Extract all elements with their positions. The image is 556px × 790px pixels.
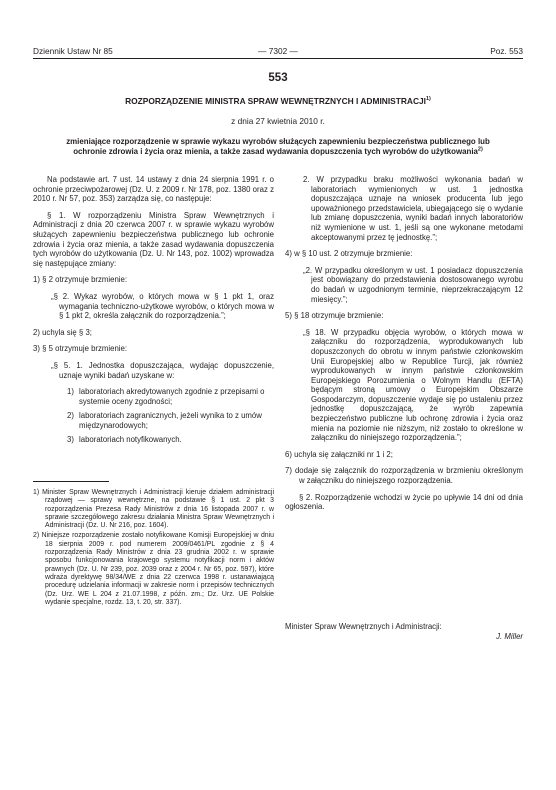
amendment-item-3: 3) § 5 otrzymuje brzmienie: (33, 344, 128, 354)
left-column (33, 175, 274, 450)
position-number: Poz. 553 (490, 46, 523, 56)
journal-name: Dziennik Ustaw Nr 85 (33, 46, 113, 56)
amendment-item-2: 2) uchyla się § 3; (33, 327, 92, 337)
signatory-role: Minister Spraw Wewnętrznych i Administracji: (285, 622, 442, 631)
sub-item (33, 411, 274, 430)
right-column (285, 175, 523, 519)
subject-footnote-ref: 2) (477, 146, 483, 153)
act-number: 553 (268, 72, 288, 84)
amendment-item-4: 4) w § 10 ust. 2 otrzymuje brzmienie: (285, 249, 413, 259)
paragraph-final: § 2. Rozporządzenie wchodzi w życie po upływie 14 dni od dnia ogłoszenia. (285, 492, 523, 512)
act-subject (60, 137, 496, 157)
amendment-item-7: 7) dodaje się załącznik do rozporządzenia w brzmieniu określonym w załączniku do niniejszego rozporządzenia. (285, 466, 523, 486)
paragraph-2-text: 2. W przypadku braku możliwości wykonania badań w laboratoriach wymienionych w ust. 1 jednostka dopuszczająca uznaje na wniosek producenta lub jego upoważnionego przedstawiciela, ubiegającego się o wydanie lub zmianę dopuszczenia, wyniki badań innych laboratoriów niż wymienione w ust. 1, jeśli są one wykonane metodami akceptowanymi przez tę jednostkę.”; (303, 175, 523, 242)
sub-item (33, 387, 274, 406)
signatory-name: J. Miller (496, 631, 523, 641)
sub-item-number: 3) (67, 435, 74, 445)
sub-item-number: 1) (67, 387, 74, 397)
sub-item (33, 435, 274, 445)
signature-block (285, 622, 523, 641)
act-title (33, 96, 523, 106)
paragraph-1: § 1. W rozporządzeniu Ministra Spraw Wewnętrznych i Administracji z dnia 20 czerwca 2007 r. w sprawie wykazu wyrobów służących zapewnieniu bezpieczeństwa publicznego lub ochronie zdrowia i życia oraz mienia, a także zasad wydawania dopuszczenia tych wyrobów do użytkowania (Dz. U. Nr 143, poz. 1002) wprowadza się następujące zmiany: (33, 210, 274, 268)
header-divider (33, 58, 523, 59)
amendment-item-4-text: „2. W przypadku określonym w ust. 1 posiadacz dopuszczenia jest obowiązany do przedstawienia dostosowanego wyrobu do badań w uzgodnionym terminie, nieprzekraczającym 12 miesięcy.”; (303, 265, 523, 304)
act-date: z dnia 27 kwietnia 2010 r. (231, 116, 325, 126)
amendment-item-5: 5) § 18 otrzymuje brzmienie: (285, 311, 384, 321)
act-title-text: ROZPORZĄDZENIE MINISTRA SPRAW WEWNĘTRZNYCH I ADMINISTRACJI (125, 96, 426, 106)
sub-item-number: 2) (67, 411, 74, 421)
footnote-text: Minister Spraw Wewnętrznych i Administracji kieruje działem administracji rządowej — sprawy wewnętrzne, na podstawie § 1 ust. 2 pkt 3 rozporządzenia Prezesa Rady Ministrów z dnia 16 listopada 2007 r. w sprawie szczegółowego zakresu działania Ministra Spraw Wewnętrznych i Administracji (Dz. U. Nr 216, poz. 1604). (42, 489, 274, 530)
footnote-text: Niniejsze rozporządzenie zostało notyfikowane Komisji Europejskiej w dniu 18 sierpnia 2009 r. pod numerem 2009/0461/PL zgodnie z § 4 rozporządzenia Rady Ministrów z dnia 23 grudnia 2002 r. w sprawie sposobu funkcjonowania krajowego systemu notyfikacji norm i aktów prawnych (Dz. U. Nr 239, poz. 2039 oraz z 2004 r. Nr 65, poz. 597), które wdraża dyrektywę 98/34/WE z dnia 22 czerwca 1998 r. ustanawiającą procedurę udzielania informacji w zakresie norm i przepisów technicznych (Dz. Urz. WE L 204 z 21.07.1998, z późn. zm.; Dz. Urz. UE Polskie wydanie specjalne, rozdz. 13, t. 20, str. 337). (41, 532, 274, 606)
preamble: Na podstawie art. 7 ust. 14 ustawy z dnia 24 sierpnia 1991 r. o ochronie przeciwpożarowej (Dz. U. z 2009 r. Nr 178, poz. 1380 oraz z 2010 r. Nr 57, poz. 353) zarządza się, co następuje: (33, 175, 274, 204)
title-footnote-ref: 1) (425, 96, 431, 103)
amendment-item-5-text: „§ 18. W przypadku objęcia wyrobów, o których mowa w załączniku do rozporządzenia, wyprodukowanych lub dopuszczonych do obrotu w innym państwie członkowskim Unii Europejskiej albo w Republice Turcji, jak również wyprodukowanych w innym państwie członkowskim Europejskiego Porozumienia o Wolnym Handlu (EFTA) będącym stroną umowy o Europejskim Obszarze Gospodarczym, dopuszczenie wydaje się po ustaleniu przez jednostkę dopuszczającą, że wyrób zapewnia bezpieczeństwo publiczne lub ochronę zdrowia i życia oraz mienia na poziomie nie niższym, niż zostało to określone w załączniku do niniejszego rozporządzenia.”; (303, 327, 523, 443)
sub-item-text: laboratoriach akredytowanych zgodnie z przepisami o systemie oceny zgodności; (79, 387, 265, 406)
footnote-2 (33, 532, 274, 607)
footnote-number: 1) (33, 489, 40, 496)
page-number: — 7302 — (258, 46, 298, 56)
act-subject-text: zmieniające rozporządzenie w sprawie wykazu wyrobów służących zapewnieniu bezpieczeństwa publicznego lub ochronie zdrowia i życia oraz mienia, a także zasad wydawania dopuszczenia tych wyrobów do użytkowania (66, 137, 490, 156)
amendment-item-3-text: „§ 5. 1. Jednostka dopuszczająca, wydając dopuszczenie, uznaje wyniki badań uzyskane w: (51, 360, 274, 380)
footnote-number: 2) (33, 532, 40, 540)
amendment-item-6: 6) uchyla się załączniki nr 1 i 2; (285, 449, 393, 459)
footnote-1 (33, 489, 274, 530)
sub-item-text: laboratoriach zagranicznych, jeżeli wynika to z umów międzynarodowych; (79, 411, 262, 430)
amendment-item-1: 1) § 2 otrzymuje brzmienie: (33, 275, 128, 285)
amendment-item-1-text: „§ 2. Wykaz wyrobów, o których mowa w § 1 pkt 1, oraz wymagania techniczno-użytkowe wyrobów, o których mowa w § 1 pkt 2, określa załącznik do rozporządzenia.”; (51, 291, 274, 321)
footnotes (33, 481, 274, 609)
sub-item-text: laboratoriach notyfikowanych. (79, 435, 182, 445)
footnote-divider (33, 481, 109, 482)
